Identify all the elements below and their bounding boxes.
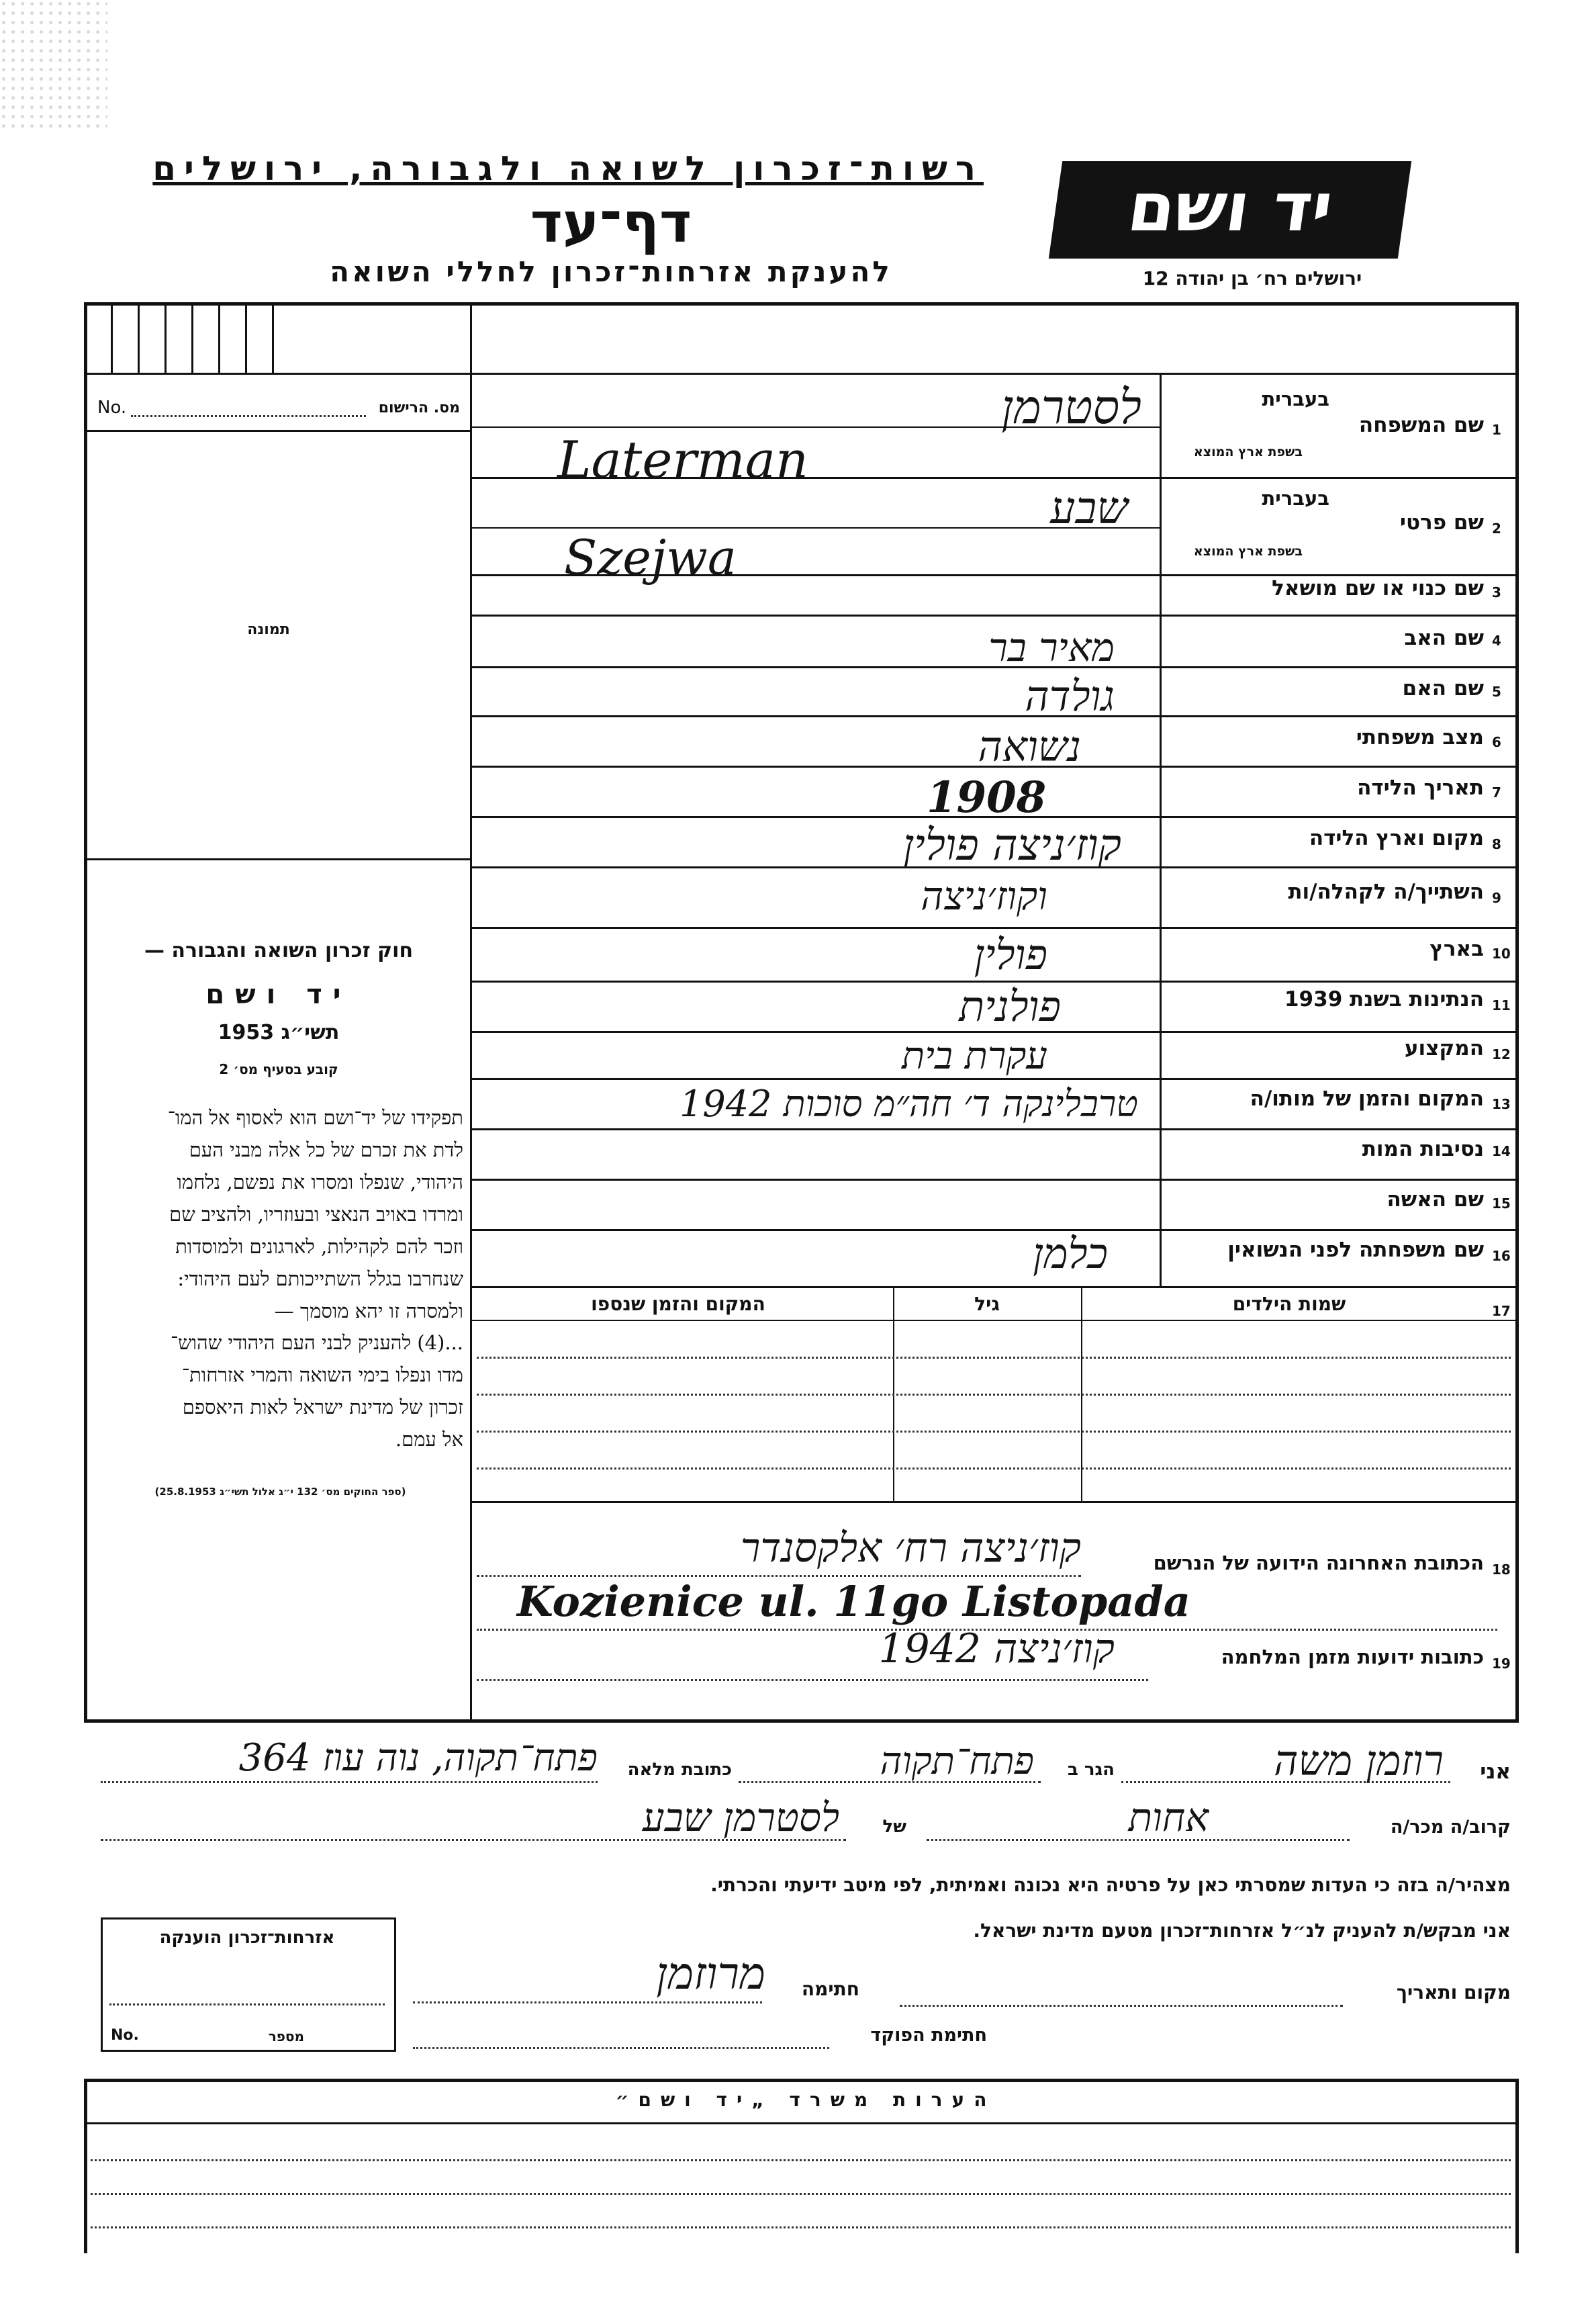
field-2-number: 2 (1492, 521, 1501, 537)
of-name-value: לסטרמן שבע (642, 1795, 839, 1840)
relation-label: קרוב/ה מכר/ה (1390, 1817, 1511, 1838)
form-subtitle: להענקת אזרחות־זכרון לחללי השואה (330, 255, 892, 288)
remarks-title: הערות משרד „יד ושם״ (615, 2089, 996, 2111)
children-names-header: שמות הילדים (1232, 1293, 1346, 1315)
marital-status: נשואה (978, 722, 1081, 771)
law-title: חוק זכרון השואה והגבורה — (144, 939, 414, 962)
field-13-number: 13 (1492, 1096, 1511, 1112)
place-date-label: מקום ותאריך (1396, 1981, 1511, 2003)
field-4-number: 4 (1492, 633, 1501, 649)
field-17-number: 17 (1492, 1303, 1511, 1319)
children-age-header: גיל (974, 1293, 1000, 1315)
of-label: של (882, 1817, 906, 1837)
yad-vashem-logo: יד ושם (1049, 161, 1411, 259)
field-8-number: 8 (1492, 836, 1501, 852)
field-6-number: 6 (1492, 734, 1501, 750)
field-19-label: כתובות ידועות מזמן המלחמה (1221, 1645, 1484, 1668)
occupation: עקרת בית (902, 1034, 1047, 1078)
field-18-number: 18 (1492, 1562, 1511, 1578)
authority-title: רשות־זכרון לשואה ולגבורה, ירושלים (152, 149, 984, 188)
law-clause: קובע בסעיף מס׳ 2 (219, 1061, 338, 1077)
field-1-number: 1 (1492, 422, 1501, 438)
field-1-sub-origin: בשפת ארץ המוצא (1193, 445, 1303, 459)
field-5-number: 5 (1492, 684, 1501, 700)
law-source: (ספר החוקים מס׳ 132 י״ג אלול תשי״ג 25.8.1953) (154, 1486, 406, 1498)
community: וקוז׳ניצה (921, 873, 1047, 919)
maiden-name: כלמן (1033, 1229, 1108, 1278)
yad-vashem-address: ירושלים רח׳ בן יהודה 12 (1142, 267, 1362, 289)
remarks-right-border (1515, 2079, 1519, 2253)
photo-label: תמונה (247, 621, 290, 638)
declarant-city: פתח־תקוה (880, 1739, 1034, 1783)
field-11-number: 11 (1492, 997, 1511, 1013)
field-6-label: מצב משפחתי (1356, 725, 1484, 750)
field-14-label: נסיבות המות (1362, 1137, 1484, 1161)
surname-hebrew: לסטרמן (1001, 379, 1141, 435)
field-4-label: שם האב (1404, 626, 1484, 650)
first-name-hebrew: שבע (1050, 482, 1128, 534)
field-1-label: שם המשפחה (1358, 413, 1484, 437)
field-7-number: 7 (1492, 784, 1501, 801)
lives-in-label: הגר ב (1067, 1760, 1115, 1780)
relation-value: אחות (1128, 1795, 1209, 1840)
field-18-label: הכתובת האחרונה הידועה של הנרשם (1153, 1551, 1484, 1574)
field-3-number: 3 (1492, 584, 1501, 600)
field-5-label: שם האם (1402, 676, 1484, 700)
registration-number-label: מס. הרישום (378, 400, 460, 416)
field-16-label: שם משפחתה לפני הנשואין (1227, 1238, 1484, 1262)
surname-latin: Laterman (557, 430, 808, 490)
field-15-label: שם האשה (1387, 1187, 1484, 1212)
request-text: אני מבקש/ת להעניק לנ״ל אזרחות־זכרון מטעם מדינת ישראל. (973, 1919, 1511, 1942)
wartime-address: קוז׳ניצה 1942 (878, 1625, 1115, 1672)
field-15-number: 15 (1492, 1195, 1511, 1212)
declarant-signature: מרוזמן (656, 1948, 765, 1999)
field-12-label: המקצוע (1404, 1036, 1484, 1060)
field-7-label: תאריך הלידה (1357, 776, 1484, 800)
field-11-label: הנתינות בשנת 1939 (1284, 987, 1484, 1011)
law-text: תפקידו של יד־ושם הוא לאסוף אל המו־ לדת את זכרם של כל אלה מבני העם היהודי, שנפלו ומסרו את נפשם, נלחמו ומרדו באויב הנאצי ובעוזריו, ולהציב שם וזכר להם לקהילות, לארגונים ולמוסדות שנחרבו בגלל השתייכותם לעם היהודי: ולמסרה זו יהא מוסמך — (167, 1106, 463, 1322)
field-8-label: מקום וארץ הלידה (1309, 826, 1484, 850)
field-9-label: השתייך/ה לקהלה/ות (1288, 880, 1484, 904)
father-name: מאיר בר (988, 625, 1115, 670)
officer-signature-label: חתימת הפוקד (870, 2025, 987, 2046)
citizenship-1939: פולנית (959, 982, 1061, 1031)
field-13-label: המקום והזמן של מותו/ה (1250, 1087, 1484, 1111)
death-place-time: טרבלינקה ד׳ חה״מ סוכות 1942 (679, 1083, 1138, 1125)
full-address-label: כתובת מלאה (627, 1760, 732, 1780)
law-name: יד ושם (205, 979, 352, 1010)
children-place-header: המקום והזמן שנספו (591, 1293, 765, 1315)
last-address-hebrew: קוז׳ניצה רח׳ אלקסנדר (740, 1525, 1081, 1572)
law-year: תשי״ג 1953 (218, 1021, 340, 1044)
field-14-number: 14 (1492, 1143, 1511, 1159)
last-address-latin: Kozienice ul. 11go Listopada (517, 1577, 1190, 1626)
first-name-latin: Szejwa (564, 529, 737, 586)
mother-name: גולדה (1025, 672, 1115, 721)
declarant-name: רוזמן משה (1274, 1736, 1444, 1785)
signature-label: חתימה (801, 1978, 859, 2000)
field-9-number: 9 (1492, 890, 1501, 906)
declarant-i-label: אני (1480, 1760, 1511, 1784)
field-1-sub-hebrew: בעברית (1262, 388, 1329, 410)
law-text-2: ...(4) להעניק לבני העם היהודי שהוש־ מדו ונפלו בימי השואה והמרי אזרחות־ זכרון של מדינת ישראל לאות היאספם אל עמם. (170, 1331, 463, 1451)
declaration-text: מצהיר/ה בזה כי העדות שמסרתי כאן על פרטיה היא נכונה ואמיתית, לפי מיטב ידיעתי והכרתי. (710, 1874, 1511, 1896)
field-10-number: 10 (1492, 946, 1511, 962)
no-label: No. (97, 398, 127, 418)
country: פולין (974, 930, 1047, 979)
remarks-left-border (84, 2079, 87, 2253)
memorial-citizenship-stamp-box: אזרחות־זכרון הוענקה No. מספר (101, 1917, 396, 2052)
field-12-number: 12 (1492, 1046, 1511, 1063)
field-2-sub-origin: בשפת ארץ המוצא (1193, 544, 1303, 559)
field-3-label: שם כנוי או שם מושאל (1272, 576, 1484, 600)
birth-date: 1908 (927, 772, 1047, 823)
field-16-number: 16 (1492, 1248, 1511, 1264)
field-10-label: בארץ (1429, 937, 1484, 961)
birth-place: קוז׳ניצה פולין (902, 821, 1121, 870)
form-title: דף־עד (530, 191, 692, 255)
field-19-number: 19 (1492, 1656, 1511, 1672)
field-2-label: שם פרטי (1399, 510, 1484, 535)
declarant-full-address: פתח־תקוה, נוה עוז 364 (238, 1736, 598, 1780)
field-2-sub-hebrew: בעברית (1262, 487, 1329, 510)
scan-noise (0, 0, 107, 128)
